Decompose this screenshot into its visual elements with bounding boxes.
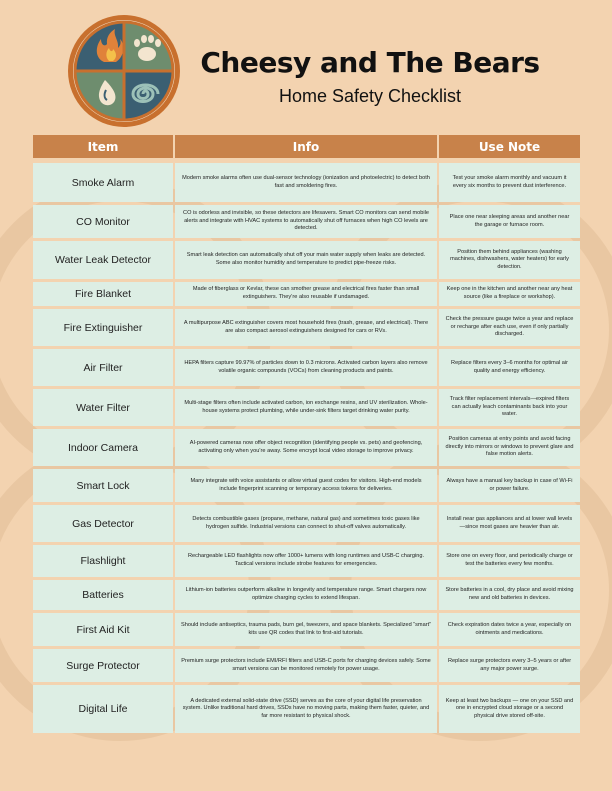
table-row (33, 429, 580, 466)
info-cell: A dedicated external solid-state drive (SSD) serves as the core of your digital life preservation system. Unlike traditional hard drives, SSDs have no moving parts, making them faster, quieter, and far more resistant to physical shock. (175, 685, 437, 733)
page-subtitle: Home Safety Checklist (278, 86, 462, 106)
page-title: Cheesy and The Bears (200, 46, 540, 79)
item-cell: Digital Life (33, 685, 173, 733)
use-note-cell: Position them behind appliances (washing machines, dishwashers, water heaters) for early detection. (439, 241, 580, 279)
item-cell: Smart Lock (33, 469, 173, 502)
item-cell: Gas Detector (33, 505, 173, 542)
item-cell: CO Monitor (33, 205, 173, 238)
use-note-cell: Check expiration dates twice a year, especially on ointments and medications. (439, 613, 580, 646)
info-cell: Rechargeable LED flashlights now offer 1000+ lumens with long runtimes and USB-C charging. Tactical versions include strobe features for emergencies. (175, 545, 437, 577)
item-cell: Fire Extinguisher (33, 309, 173, 346)
brand-logo (67, 14, 181, 128)
use-note-cell: Install near gas appliances and at lower wall levels—since most gases are heavier than air. (439, 505, 580, 542)
item-cell: Smoke Alarm (33, 163, 173, 202)
info-cell: Smart leak detection can automatically shut off your main water supply when leaks are detected. Some also monitor humidity and temperature to predict pipe-freeze risks. (175, 241, 437, 279)
column-header-info: Info (175, 135, 437, 158)
table-row (33, 205, 580, 238)
item-cell: Fire Blanket (33, 282, 173, 306)
item-cell: Water Leak Detector (33, 241, 173, 279)
table-row (33, 389, 580, 426)
item-cell: Water Filter (33, 389, 173, 426)
use-note-cell: Replace filters every 3–6 months for optimal air quality and energy efficiency. (439, 349, 580, 386)
table-row (33, 505, 580, 542)
column-header-item: Item (33, 135, 173, 158)
info-cell: AI-powered cameras now offer object recognition (identifying people vs. pets) and geofencing, activating only when you’re away. Some encrypt local video storage to improve privacy. (175, 429, 437, 466)
use-note-cell: Check the pressure gauge twice a year and replace or recharge after each use, even if only partially discharged. (439, 309, 580, 346)
info-cell: Premium surge protectors include EMI/RFI filters and USB-C ports for charging devices safely. Some smart versions can be monitored remotely for power usage. (175, 649, 437, 682)
info-cell: Should include antiseptics, trauma pads, burn gel, tweezers, and space blankets. Specialized “smart” kits use QR codes that link to first-aid tutorials. (175, 613, 437, 646)
table-row (33, 649, 580, 682)
item-cell: Indoor Camera (33, 429, 173, 466)
table-row (33, 349, 580, 386)
item-cell: Air Filter (33, 349, 173, 386)
table-row (33, 580, 580, 610)
item-cell: Flashlight (33, 545, 173, 577)
column-header-use-note: Use Note (439, 135, 580, 158)
use-note-cell: Test your smoke alarm monthly and vacuum it every six months to prevent dust interference. (439, 163, 580, 202)
use-note-cell: Replace surge protectors every 3–5 years or after any major power surge. (439, 649, 580, 682)
checklist-table (33, 135, 580, 736)
info-cell: CO is odorless and invisible, so these detectors are lifesavers. Smart CO monitors can send mobile alerts and integrate with HVAC systems to automatically shut off furnaces when high CO levels are detected. (175, 205, 437, 238)
item-cell: Batteries (33, 580, 173, 610)
info-cell: Made of fiberglass or Kevlar, these can smother grease and electrical fires faster than small extinguishers. They’re also reusable if undamaged. (175, 282, 437, 306)
table-row (33, 163, 580, 202)
table-header (33, 135, 580, 158)
use-note-cell: Always have a manual key backup in case of Wi-Fi or power failure. (439, 469, 580, 502)
use-note-cell: Track filter replacement intervals—expired filters can actually leach contaminants back into your water. (439, 389, 580, 426)
info-cell: HEPA filters capture 99.97% of particles down to 0.3 microns. Activated carbon layers also remove volatile organic compounds (VOCs) from cleaning products and paints. (175, 349, 437, 386)
use-note-cell: Place one near sleeping areas and another near the garage or furnace room. (439, 205, 580, 238)
use-note-cell: Position cameras at entry points and avoid facing directly into mirrors or windows to prevent glare and false motion alerts. (439, 429, 580, 466)
table-row (33, 241, 580, 279)
use-note-cell: Keep one in the kitchen and another near any heat source (like a fireplace or workshop). (439, 282, 580, 306)
table-row (33, 613, 580, 646)
table-row (33, 282, 580, 306)
table-row (33, 309, 580, 346)
info-cell: Many integrate with voice assistants or allow virtual guest codes for visitors. High-end models include fingerprint scanning or temporary access tokens for deliveries. (175, 469, 437, 502)
table-body (33, 163, 580, 733)
info-cell: Detects combustible gases (propane, methane, natural gas) and sometimes toxic gases like hydrogen sulfide. Industrial versions can connect to shut-off valves automatically. (175, 505, 437, 542)
item-cell: Surge Protector (33, 649, 173, 682)
table-row (33, 545, 580, 577)
table-row (33, 685, 580, 733)
info-cell: Multi-stage filters often include activated carbon, ion exchange resins, and UV sterilization. Whole-house systems protect plumbing, while under-sink filters target drinking water purity. (175, 389, 437, 426)
item-cell: First Aid Kit (33, 613, 173, 646)
info-cell: Lithium-ion batteries outperform alkaline in longevity and temperature range. Smart chargers now optimize charging cycles to extend lifespan. (175, 580, 437, 610)
info-cell: A multipurpose ABC extinguisher covers most household fires (trash, grease, and electrical). There are also compact aerosol extinguishers designed for cars or RVs. (175, 309, 437, 346)
use-note-cell: Keep at least two backups — one on your SSD and one in encrypted cloud storage or a second physical drive stored off-site. (439, 685, 580, 733)
use-note-cell: Store one on every floor, and periodically charge or test the batteries every few months. (439, 545, 580, 577)
use-note-cell: Store batteries in a cool, dry place and avoid mixing new and old batteries in devices. (439, 580, 580, 610)
info-cell: Modern smoke alarms often use dual-sensor technology (ionization and photoelectric) to detect both fast and smoldering fires. (175, 163, 437, 202)
table-row (33, 469, 580, 502)
